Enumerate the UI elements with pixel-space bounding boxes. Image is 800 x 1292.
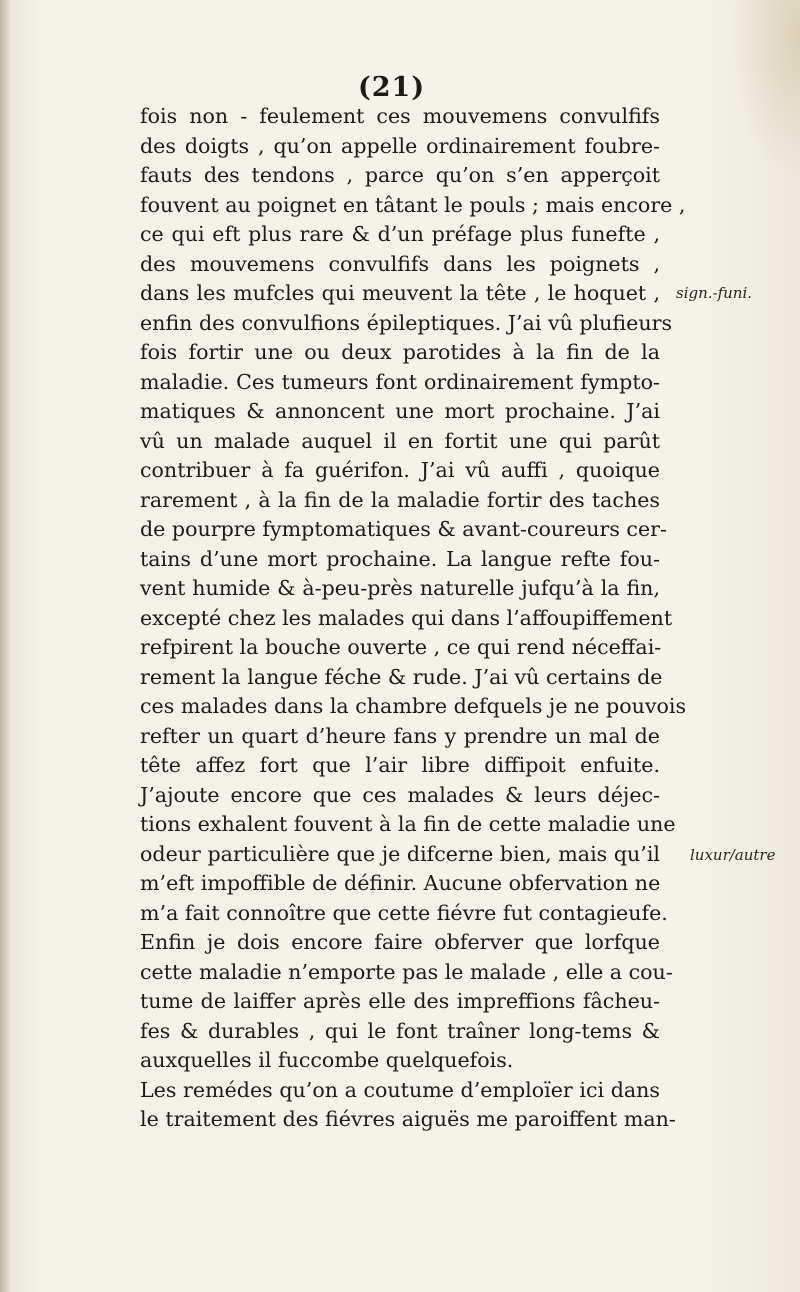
text-line: rement la langue féche & rude. J’ai vû certains de — [140, 664, 663, 689]
text-line: enfin des convulfions épileptiques. J’ai vû plufieurs — [140, 310, 673, 335]
text-line: J’ajoute encore que ces malades & leurs déjec- — [140, 782, 660, 807]
text-line: fauts des tendons , parce qu’on s’en apperçoit — [140, 163, 660, 187]
text-line: cette maladie n’emporte pas le malade , elle a cou- — [140, 959, 673, 984]
text-line: tains d’une mort prochaine. La langue refte fou- — [140, 546, 660, 571]
text-line: fouvent au poignet en tâtant le pouls ; mais encore , — [140, 192, 686, 217]
text-line: excepté chez les malades qui dans l’affoupiffement — [140, 605, 673, 630]
text-line: fes & durables , qui le font traîner long-tems & — [140, 1018, 660, 1043]
page-binding-edge — [0, 0, 10, 1292]
text-line: le traitement des fiévres aiguës me paroiffent man- — [140, 1107, 676, 1131]
text-line: m’a fait connoître que cette fiévre fut contagieufe. — [140, 900, 668, 925]
text-line: ce qui eft plus rare & d’un préfage plus funefte , — [140, 222, 660, 246]
text-line: Enfin je dois encore faire obferver que lorfque — [140, 930, 660, 954]
text-line: fois fortir une ou deux parotides à la fin de la — [140, 340, 660, 364]
text-line: des doigts , qu’on appelle ordinairement foubre- — [140, 133, 660, 158]
text-line: contribuer à fa guérifon. J’ai vû auffi , quoique — [140, 458, 660, 482]
paper-stain — [730, 0, 800, 180]
text-line: Les remédes qu’on a coutume d’emploïer ici dans — [140, 1077, 660, 1102]
text-line: vent humide & à-peu-près naturelle jufqu’à la fin, — [140, 576, 660, 600]
text-line: ces malades dans la chambre defquels je ne pouvois — [140, 694, 687, 718]
text-line: rarement , à la fin de la maladie fortir des taches — [140, 487, 660, 512]
text-line: fois non - feulement ces mouvemens convulfifs — [140, 104, 660, 128]
text-line: tume de laiffer après elle des impreffions fâcheu- — [140, 989, 660, 1013]
text-line: odeur particulière que je difcerne bien, mais qu’il — [140, 841, 660, 866]
text-line: refter un quart d’heure fans y prendre un mal de — [140, 723, 660, 748]
body-text — [140, 102, 687, 1135]
margin-note: luxur/autre — [690, 846, 776, 864]
text-line: de pourpre fymptomatiques & avant-coureurs cer- — [140, 517, 667, 541]
text-line: vû un malade auquel il en fortit une qui parût — [140, 428, 660, 453]
text-line: matiques & annoncent une mort prochaine. J’ai — [140, 399, 660, 423]
text-line: auxquelles il fuccombe quelquefois. — [140, 1048, 514, 1072]
page-number: (21) — [358, 72, 426, 103]
text-line: tête affez fort que l’air libre diffipoit enfuite. — [140, 753, 660, 777]
text-line: tions exhalent fouvent à la fin de cette maladie une — [140, 812, 676, 836]
text-line: maladie. Ces tumeurs font ordinairement fympto- — [140, 369, 660, 394]
text-line: dans les mufcles qui meuvent la tête , le hoquet , — [140, 281, 660, 305]
text-line: des mouvemens convulfifs dans les poignets , — [140, 251, 660, 276]
text-line: refpirent la bouche ouverte , ce qui rend néceffai- — [140, 635, 662, 659]
margin-note: sign.-funi. — [676, 284, 753, 302]
text-line: m’eft impoffible de définir. Aucune obfervation ne — [140, 871, 661, 895]
